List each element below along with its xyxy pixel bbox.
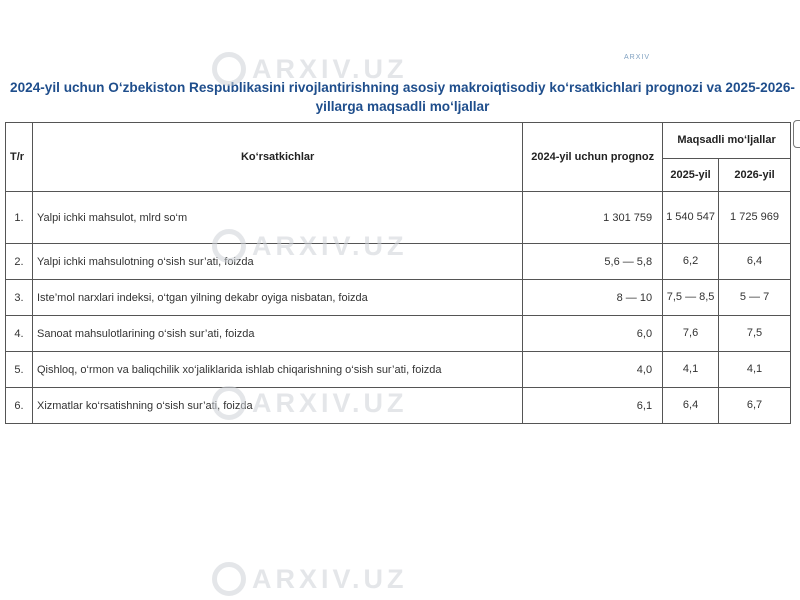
forecast-table bbox=[5, 122, 791, 424]
row-forecast: 4,0 bbox=[523, 352, 663, 388]
row-number: 6. bbox=[6, 388, 33, 424]
watermark-logo: ARXIV.UZ bbox=[212, 386, 408, 420]
row-forecast: 1 301 759 bbox=[523, 192, 663, 244]
row-number: 2. bbox=[6, 244, 33, 280]
table-row bbox=[6, 352, 791, 388]
row-indicator: Xizmatlar ko‘rsatishning o‘sish sur’ati, foizda bbox=[32, 388, 522, 424]
row-forecast: 6,0 bbox=[523, 316, 663, 352]
row-number: 5. bbox=[6, 352, 33, 388]
corner-watermark: ARXIV bbox=[624, 54, 651, 61]
row-number: 1. bbox=[6, 192, 33, 244]
row-indicator: Qishloq, o‘rmon va baliqchilik xo‘jaliklarida ishlab chiqarishning o‘sish sur’ati, foizda bbox=[32, 352, 522, 388]
row-2025: 6,2 bbox=[663, 244, 719, 280]
header-number: T/r bbox=[6, 123, 33, 192]
row-indicator: Yalpi ichki mahsulotning o‘sish sur’ati, foizda bbox=[32, 244, 522, 280]
row-2026: 4,1 bbox=[719, 352, 791, 388]
watermark-logo: ARXIV.UZ bbox=[212, 562, 408, 596]
page-title: 2024-yil uchun O‘zbekiston Respublikasini rivojlantirishning asosiy makroiqtisodiy ko‘rsatkichlari prognozi va 2025-2026-yillarga maqsadli mo‘ljallar bbox=[10, 80, 795, 114]
row-forecast: 6,1 bbox=[523, 388, 663, 424]
row-2025: 7,6 bbox=[663, 316, 719, 352]
row-2025: 4,1 bbox=[663, 352, 719, 388]
row-2025: 1 540 547 bbox=[663, 192, 719, 244]
row-2026: 1 725 969 bbox=[719, 192, 791, 244]
header-2026: 2026-yil bbox=[719, 159, 791, 192]
row-forecast: 8 — 10 bbox=[523, 280, 663, 316]
side-panel-tab[interactable] bbox=[793, 120, 800, 148]
table-row bbox=[6, 316, 791, 352]
watermark-circle-icon bbox=[212, 562, 246, 596]
table-row bbox=[6, 280, 791, 316]
row-2026: 7,5 bbox=[719, 316, 791, 352]
row-indicator: Yalpi ichki mahsulot, mlrd so‘m bbox=[32, 192, 522, 244]
table-row bbox=[6, 388, 791, 424]
watermark-logo: ARXIV.UZ bbox=[212, 229, 408, 263]
header-2025: 2025-yil bbox=[663, 159, 719, 192]
row-forecast: 5,6 — 5,8 bbox=[523, 244, 663, 280]
row-indicator: Iste’mol narxlari indeksi, o‘tgan yilning dekabr oyiga nisbatan, foizda bbox=[32, 280, 522, 316]
table-row bbox=[6, 244, 791, 280]
row-2025: 7,5 — 8,5 bbox=[663, 280, 719, 316]
header-indicator: Ko‘rsatkichlar bbox=[32, 123, 522, 192]
row-2026: 6,4 bbox=[719, 244, 791, 280]
header-forecast-2024: 2024-yil uchun prognoz bbox=[523, 123, 663, 192]
row-2026: 6,7 bbox=[719, 388, 791, 424]
watermark-logo: ARXIV.UZ bbox=[212, 52, 408, 86]
table-row bbox=[6, 192, 791, 244]
row-number: 3. bbox=[6, 280, 33, 316]
row-2026: 5 — 7 bbox=[719, 280, 791, 316]
row-indicator: Sanoat mahsulotlarining o‘sish sur’ati, foizda bbox=[32, 316, 522, 352]
row-2025: 6,4 bbox=[663, 388, 719, 424]
header-targets: Maqsadli mo‘ljallar bbox=[663, 123, 791, 159]
row-number: 4. bbox=[6, 316, 33, 352]
